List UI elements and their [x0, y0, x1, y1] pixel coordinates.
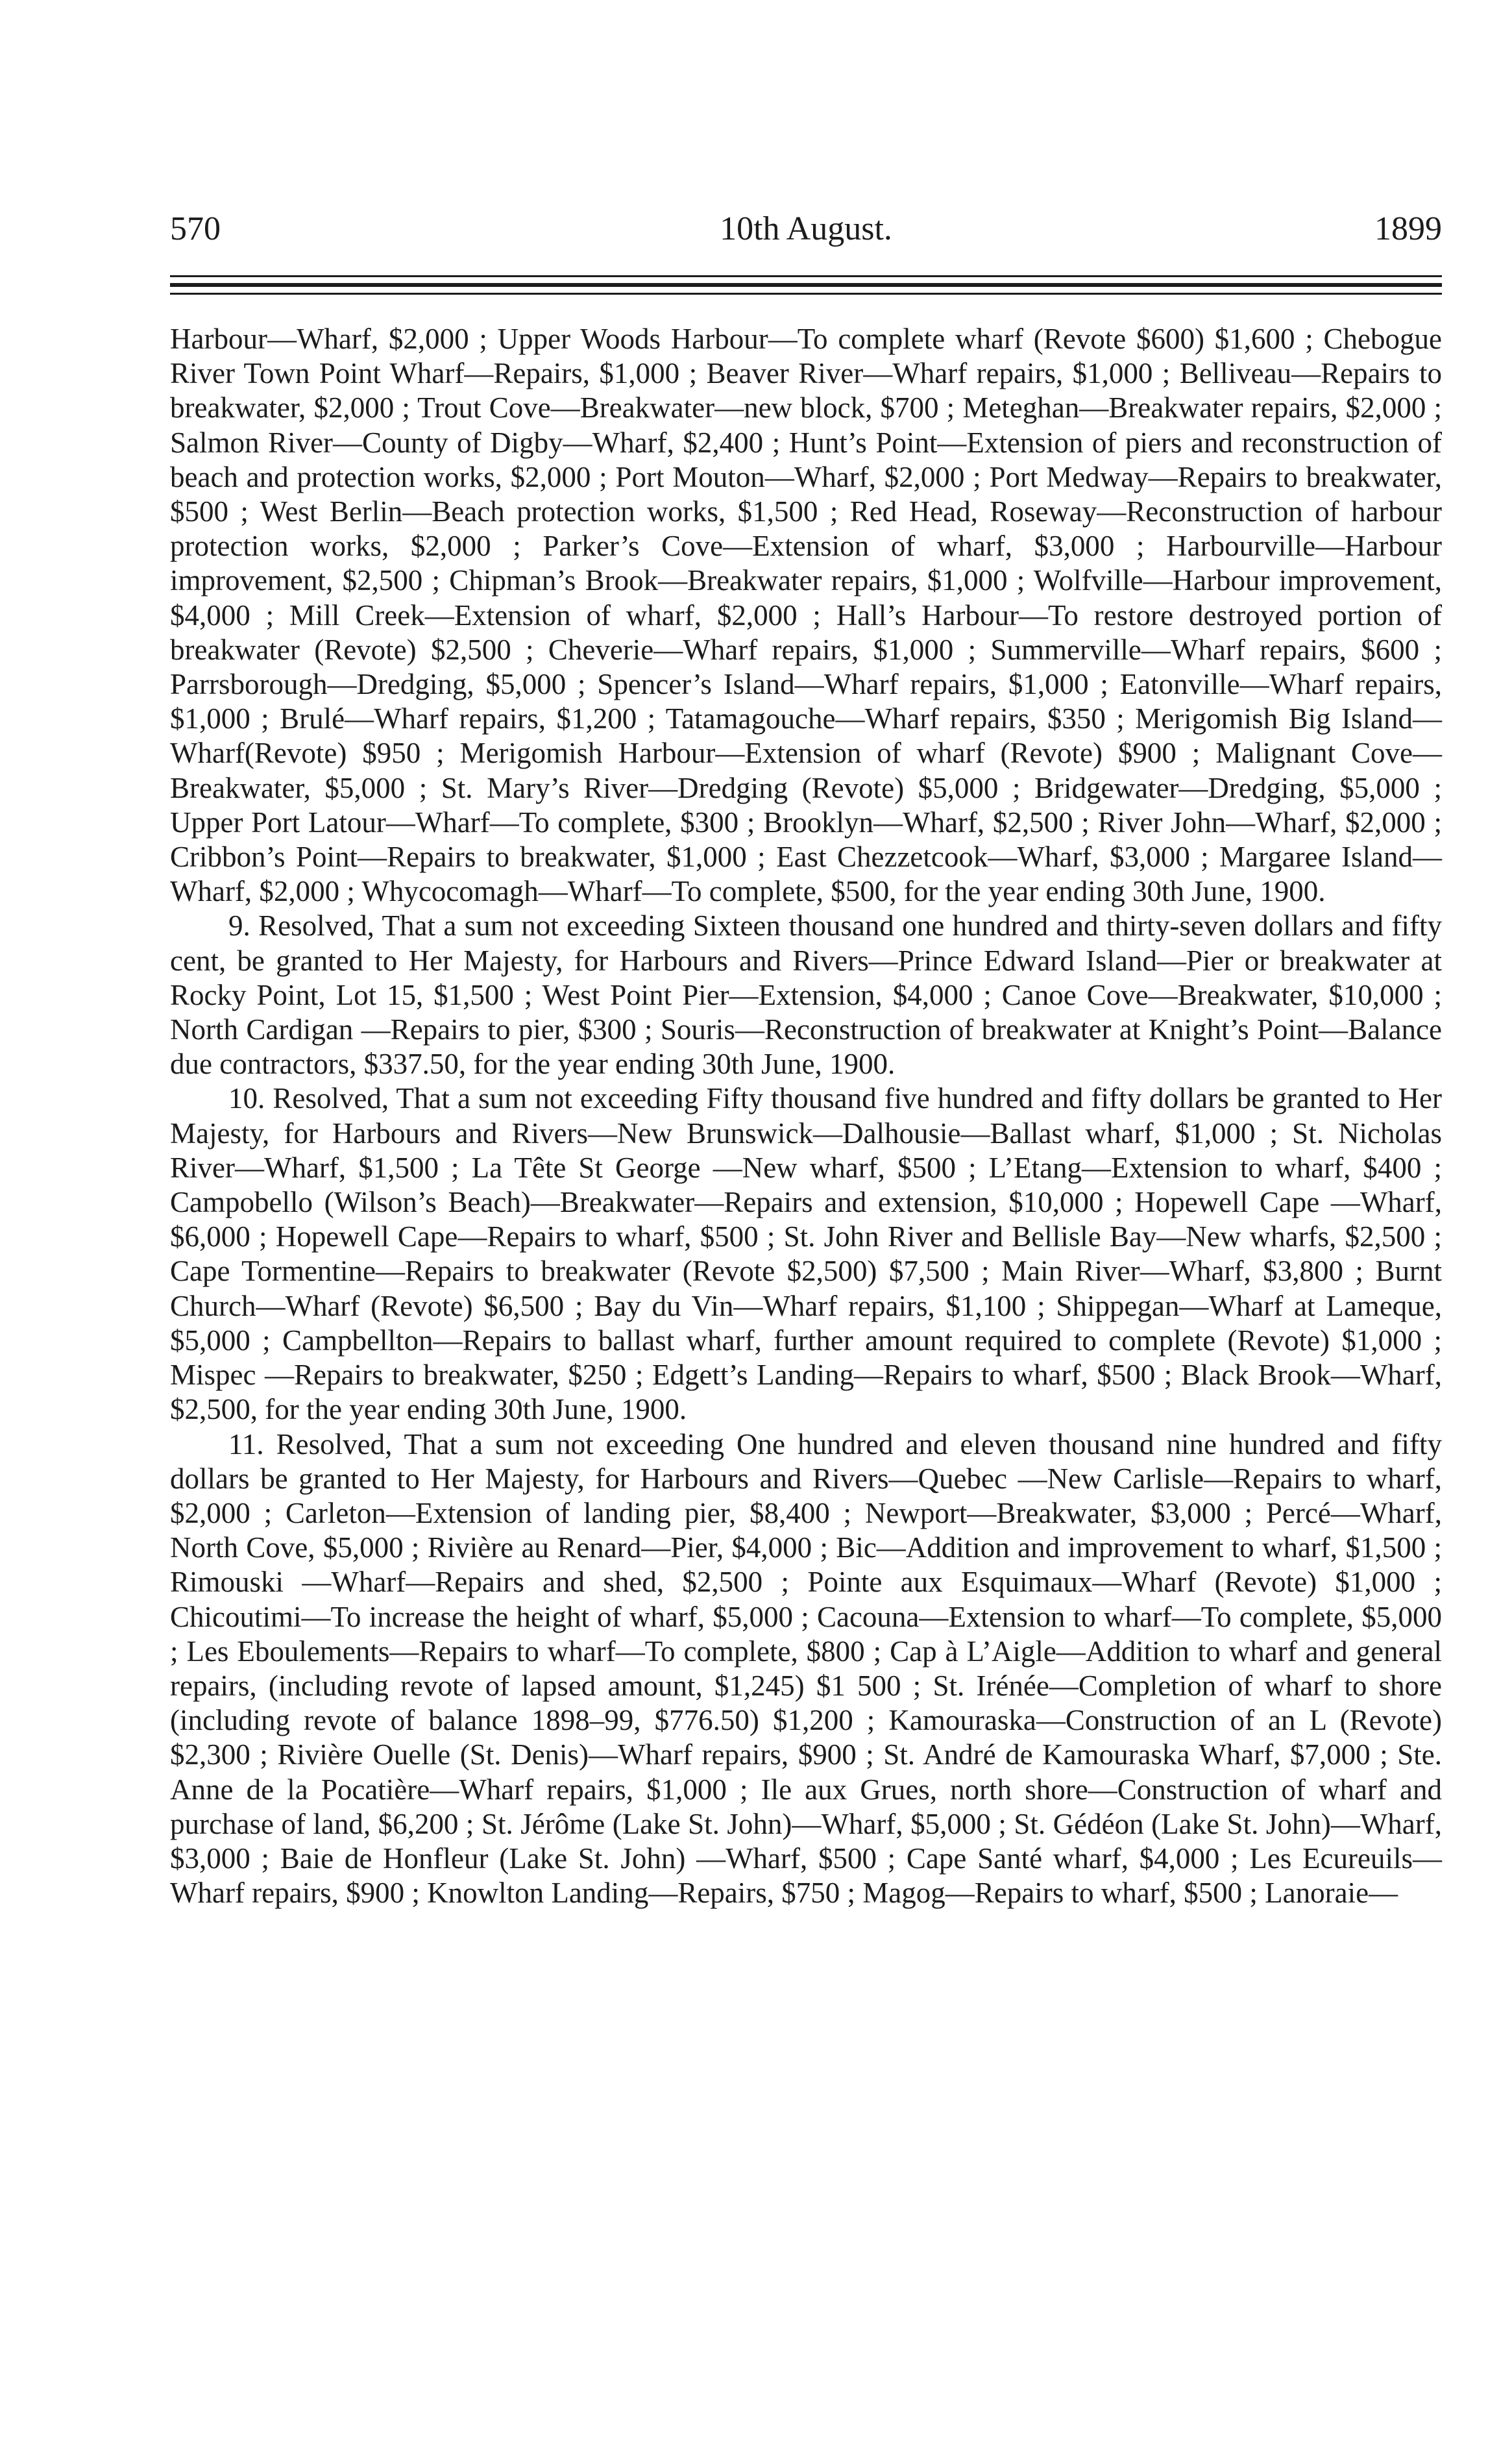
header-rule-bottom: [170, 293, 1442, 295]
page-year: 1899: [1374, 210, 1442, 247]
paragraph-resolution-9: 9. Resolved, That a sum not exceeding Sixteen thousand one hundred and thirty-seven dollars and fifty cent, be granted to Her Majesty, for Harbours and Rivers—Prince Edward Island—Pier or breakwater at Rocky Point, Lot 15, $1,500 ; West Point Pier—Extension, $4,000 ; Canoe Cove—Breakwater, $10,000 ; North Cardigan —Repairs to pier, $300 ; Souris—Reconstruction of breakwater at Knight’s Point—Balance due contractors, $337.50, for the year ending 30th June, 1900.: [170, 909, 1442, 1081]
page-body: [170, 322, 1442, 1910]
paragraph-resolution-11: 11. Resolved, That a sum not exceeding One hundred and eleven thousand nine hundred and fifty dollars be granted to Her Majesty, for Harbours and Rivers—Quebec —New Carlisle—Repairs to wharf, $2,000 ; Carleton—Extension of landing pier, $8,400 ; Newport—Breakwater, $3,000 ; Percé—Wharf, North Cove, $5,000 ; Rivière au Renard—Pier, $4,000 ; Bic—Addition and improvement to wharf, $1,500 ; Rimouski —Wharf—Repairs and shed, $2,500 ; Pointe aux Esquimaux—Wharf (Revote) $1,000 ; Chicoutimi—To increase the height of wharf, $5,000 ; Cacouna—Extension to wharf—To complete, $5,000 ; Les Eboulements—Repairs to wharf—To complete, $800 ; Cap à L’Aigle—Addition to wharf and general repairs, (including revote of lapsed amount, $1,245) $1 500 ; St. Irénée—Completion of wharf to shore (including revote of balance 1898–99, $776.50) $1,200 ; Kamouraska—Construction of an L (Revote) $2,300 ; Rivière Ouelle (St. Denis)—Wharf repairs, $900 ; St. André de Kamouraska Wharf, $7,000 ; Ste. Anne de la Pocatière—Wharf repairs, $1,000 ; Ile aux Grues, north shore—Construction of wharf and purchase of land, $6,200 ; St. Jérôme (Lake St. John)—Wharf, $5,000 ; St. Gédéon (Lake St. John)—Wharf, $3,000 ; Baie de Honfleur (Lake St. John) —Wharf, $500 ; Cape Santé wharf, $4,000 ; Les Ecureuils—Wharf repairs, $900 ; Knowlton Landing—Repairs, $750 ; Magog—Repairs to wharf, $500 ; Lanoraie—: [170, 1427, 1442, 1910]
page-date: 10th August.: [720, 210, 892, 247]
paragraph-resolution-10: 10. Resolved, That a sum not exceeding Fifty thousand five hundred and fifty dollars be granted to Her Majesty, for Harbours and Rivers—New Brunswick—Dalhousie—Ballast wharf, $1,000 ; St. Nicholas River—Wharf, $1,500 ; La Tête St George —New wharf, $500 ; L’Etang—Extension to wharf, $400 ; Campobello (Wilson’s Beach)—Breakwater—Repairs and extension, $10,000 ; Hopewell Cape —Wharf, $6,000 ; Hopewell Cape—Repairs to wharf, $500 ; St. John River and Bellisle Bay—New wharfs, $2,500 ; Cape Tormentine—Repairs to breakwater (Revote $2,500) $7,500 ; Main River—Wharf, $3,800 ; Burnt Church—Wharf (Revote) $6,500 ; Bay du Vin—Wharf repairs, $1,100 ; Shippegan—Wharf at Lameque, $5,000 ; Campbellton—Repairs to ballast wharf, further amount required to complete (Revote) $1,000 ; Mispec —Repairs to breakwater, $250 ; Edgett’s Landing—Repairs to wharf, $500 ; Black Brook—Wharf, $2,500, for the year ending 30th June, 1900.: [170, 1082, 1442, 1426]
header-rule-top: [170, 275, 1442, 277]
header-rule-thick: [170, 283, 1442, 287]
paragraph-nova-scotia-continued: Harbour—Wharf, $2,000 ; Upper Woods Harbour—To complete wharf (Revote $600) $1,600 ; Chebogue River Town Point Wharf—Repairs, $1,000 ; Beaver River—Wharf repairs, $1,000 ; Belliveau—Repairs to breakwater, $2,000 ; Trout Cove—Breakwater—new block, $700 ; Meteghan—Breakwater repairs, $2,000 ; Salmon River—County of Digby—Wharf, $2,400 ; Hunt’s Point—Extension of piers and reconstruction of beach and protection works, $2,000 ; Port Mouton—Wharf, $2,000 ; Port Medway—Repairs to breakwater, $500 ; West Berlin—Beach protection works, $1,500 ; Red Head, Roseway—Reconstruction of harbour protection works, $2,000 ; Parker’s Cove—Extension of wharf, $3,000 ; Harbourville—Harbour improvement, $2,500 ; Chipman’s Brook—Breakwater repairs, $1,000 ; Wolfville—Harbour improvement, $4,000 ; Mill Creek—Extension of wharf, $2,000 ; Hall’s Harbour—To restore destroyed portion of breakwater (Revote) $2,500 ; Cheverie—Wharf repairs, $1,000 ; Summerville—Wharf repairs, $600 ; Parrsborough—Dredging, $5,000 ; Spencer’s Island—Wharf repairs, $1,000 ; Eatonville—Wharf repairs, $1,000 ; Brulé—Wharf repairs, $1,200 ; Tatamagouche—Wharf repairs, $350 ; Merigomish Big Island—Wharf(Revote) $950 ; Merigomish Harbour—Extension of wharf (Revote) $900 ; Malignant Cove—Breakwater, $5,000 ; St. Mary’s River—Dredging (Revote) $5,000 ; Bridgewater—Dredging, $5,000 ; Upper Port Latour—Wharf—To complete, $300 ; Brooklyn—Wharf, $2,500 ; River John—Wharf, $2,000 ; Cribbon’s Point—Repairs to breakwater, $1,000 ; East Chezzetcook—Wharf, $3,000 ; Margaree Island—Wharf, $2,000 ; Whycocomagh—Wharf—To complete, $500, for the year ending 30th June, 1900.: [170, 323, 1442, 908]
page-header: [170, 206, 1442, 252]
page-number: 570: [170, 210, 221, 247]
